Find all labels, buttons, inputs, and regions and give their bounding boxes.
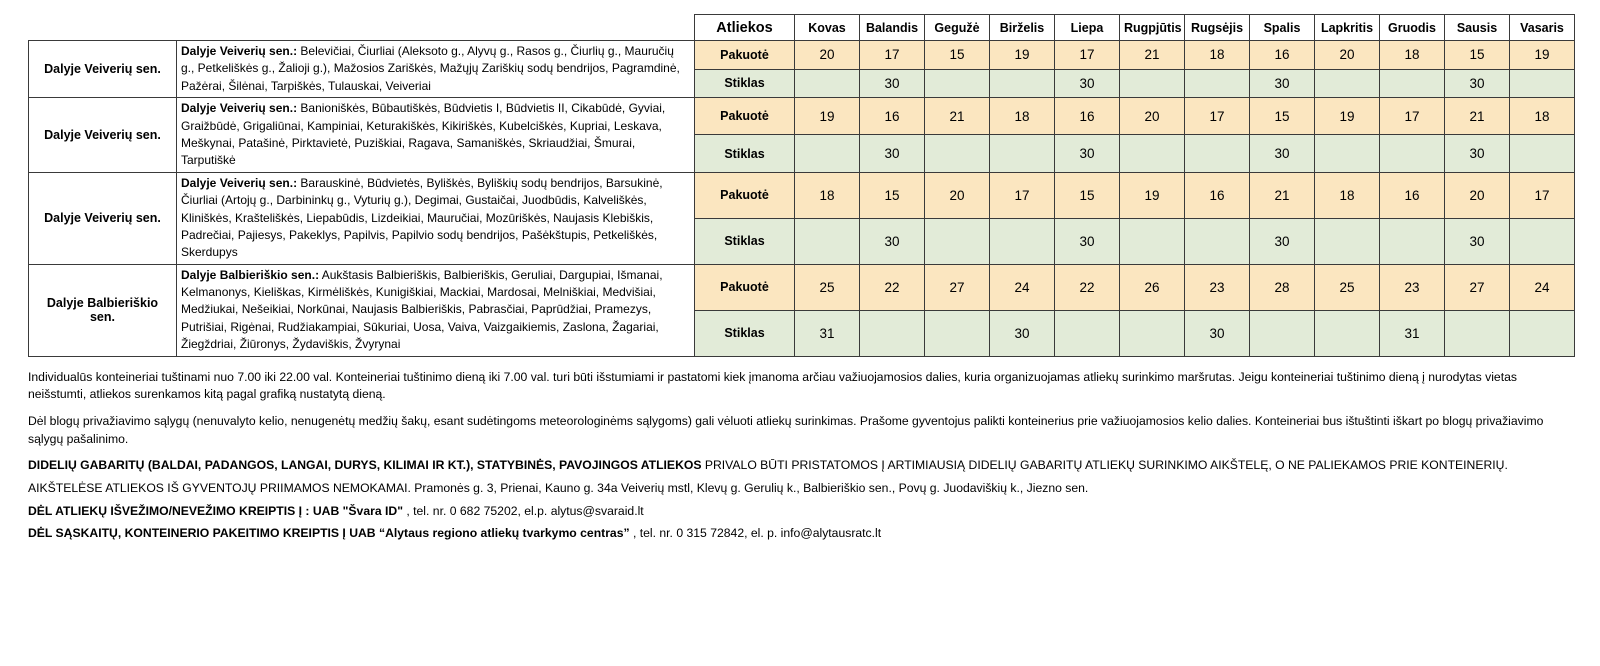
cell-value: 18	[795, 172, 860, 218]
header-month-liepa: Liepa	[1055, 15, 1120, 41]
note-contact-invoices-rest: , tel. nr. 0 315 72842, el. p. info@alytausratc.lt	[629, 526, 882, 541]
note-access-conditions: Dėl blogų privažiavimo sąlygų (nenuvalyto kelio, nenugenėtų medžių šakų, esant sudėtingoms meteorologinėms sąlygoms) gali vėluoti atliekų surinkimas. Prašome gyventojus palikti konteinerius prie važiuojamosios kelio dalies. Konteineriai bus ištuštinti iškart po blogų privažiavimo sąlygų pašalinimo.	[28, 414, 1544, 446]
cell-value	[1315, 135, 1380, 172]
cell-value	[925, 218, 990, 264]
cell-value	[925, 135, 990, 172]
cell-value: 22	[860, 264, 925, 310]
cell-value	[1185, 69, 1250, 98]
cell-value: 25	[1315, 264, 1380, 310]
cell-value: 17	[1055, 41, 1120, 70]
cell-value: 30	[860, 218, 925, 264]
cell-value	[1445, 310, 1510, 356]
cell-value	[795, 69, 860, 98]
cell-value	[1380, 218, 1445, 264]
table-row	[29, 172, 1575, 218]
locality-description	[177, 98, 695, 173]
cell-value: 17	[1510, 172, 1575, 218]
locality-description-prefix: Dalyje Veiverių sen.:	[181, 44, 298, 58]
cell-value: 27	[1445, 264, 1510, 310]
cell-value: 15	[1445, 41, 1510, 70]
cell-value: 16	[1380, 172, 1445, 218]
cell-value	[1120, 310, 1185, 356]
cell-value	[1120, 218, 1185, 264]
cell-value: 30	[1250, 135, 1315, 172]
cell-value	[1315, 310, 1380, 356]
note-bulky-waste-rest: PRIVALO BŪTI PRISTATOMOS Į ARTIMIAUSIĄ DIDELIŲ GABARITŲ ATLIEKŲ SURINKIMO AIKŠTELĘ, O NE PALIEKAMOS PRIE KONTEINERIŲ.	[701, 458, 1508, 473]
cell-value: 21	[1120, 41, 1185, 70]
cell-value	[1185, 135, 1250, 172]
cell-value	[860, 310, 925, 356]
cell-value: 20	[795, 41, 860, 70]
cell-value	[925, 310, 990, 356]
cell-value: 15	[1055, 172, 1120, 218]
table-row	[29, 41, 1575, 70]
cell-value: 21	[1250, 172, 1315, 218]
cell-value	[795, 135, 860, 172]
cell-value: 17	[1185, 98, 1250, 135]
cell-value	[1380, 69, 1445, 98]
cell-value	[1185, 218, 1250, 264]
locality-description-text: Aukštasis Balbieriškis, Balbieriškis, Geruliai, Dargupiai, Išmanai, Kelmanonys, Kieliškas, Kirmėliškės, Kunigiškiai, Mackiai, Mardosai, Melniškiai, Medvišiai, Medžiukai, Nešeikiai, Norkūnai, Naujasis Balbieriškis, Pabrasčiai, Paprūdžiai, Pramezys, Putrišiai, Rigėnai, Rudžiakampiai, Sūkuriai, Uosa, Vaiva, Vaizgaikiemis, Zaslona, Žagariai, Žiegždriai, Žiūronys, Žydaviškis, Žvyrynai	[181, 267, 663, 352]
header-month-sausis: Sausis	[1445, 15, 1510, 41]
cell-value: 27	[925, 264, 990, 310]
table-body	[29, 41, 1575, 357]
header-month-geguze: Gegužė	[925, 15, 990, 41]
cell-value	[1510, 69, 1575, 98]
cell-value: 21	[1445, 98, 1510, 135]
cell-value: 16	[860, 98, 925, 135]
cell-value: 30	[860, 135, 925, 172]
cell-value: 31	[795, 310, 860, 356]
cell-value: 19	[1315, 98, 1380, 135]
locality-description-text: Banioniškės, Būbautiškės, Būdvietis I, Būdvietis II, Cikabūdė, Gyviai, Graižbūdė, Grigaliūnai, Kampiniai, Keturakiškės, Kikiriškės, Kubelciškės, Kupriai, Leskava, Meškynai, Patašinė, Pirktavietė, Puziškiai, Ragava, Samaniškės, Skriaudžiai, Šmurai, Tarputiškė	[181, 101, 666, 168]
cell-value: 17	[1380, 98, 1445, 135]
seniunija-name: Dalyje Veiverių sen.	[29, 98, 177, 173]
cell-value: 30	[1055, 135, 1120, 172]
waste-type: Pakuotė	[695, 98, 795, 135]
table-header-row	[29, 15, 1575, 41]
cell-value: 15	[860, 172, 925, 218]
cell-value: 25	[795, 264, 860, 310]
cell-value	[990, 218, 1055, 264]
note-contact-removal-bold: DĖL ATLIEKŲ IŠVEŽIMO/NEVEŽIMO KREIPTIS Į : UAB "Švara ID"	[28, 503, 403, 518]
header-month-lapkritis: Lapkritis	[1315, 15, 1380, 41]
table-row	[29, 98, 1575, 135]
cell-value: 17	[990, 172, 1055, 218]
header-spacer-description	[177, 15, 695, 41]
cell-value: 19	[1510, 41, 1575, 70]
cell-value: 30	[990, 310, 1055, 356]
cell-value: 15	[1250, 98, 1315, 135]
locality-description-prefix: Dalyje Veiverių sen.:	[181, 101, 298, 116]
seniunija-name: Dalyje Veiverių sen.	[29, 172, 177, 264]
note-bulky-waste	[28, 457, 1572, 475]
cell-value: 18	[1185, 41, 1250, 70]
cell-value: 30	[1250, 218, 1315, 264]
header-month-rugpjutis: Rugpjūtis	[1120, 15, 1185, 41]
header-atliekos: Atliekos	[695, 15, 795, 41]
cell-value	[1055, 310, 1120, 356]
locality-description	[177, 41, 695, 98]
cell-value: 30	[1445, 218, 1510, 264]
locality-description-text: Belevičiai, Čiurliai (Aleksoto g., Alyvų g., Rasos g., Čiurlių g., Mauručių g., Petkeliškės g., Žalioji g.), Mažosios Zariškės, Mažųjų Zariškių sodų bendrijos, Pagramdinė, Pažėrai, Šilėnai, Tarpiškės, Tulauskai, Veiveriai	[181, 44, 680, 93]
header-month-spalis: Spalis	[1250, 15, 1315, 41]
waste-type: Pakuotė	[695, 172, 795, 218]
cell-value: 16	[1185, 172, 1250, 218]
cell-value	[990, 69, 1055, 98]
cell-value: 20	[1120, 98, 1185, 135]
cell-value	[1315, 69, 1380, 98]
header-spacer-seniunija	[29, 15, 177, 41]
waste-collection-schedule-table	[28, 14, 1575, 357]
cell-value: 16	[1055, 98, 1120, 135]
waste-type: Stiklas	[695, 135, 795, 172]
cell-value	[1510, 218, 1575, 264]
header-month-gruodis: Gruodis	[1380, 15, 1445, 41]
note-emptying-hours: Individualūs konteineriai tuštinami nuo 7.00 iki 22.00 val. Konteineriai tuštinimo dieną iki 7.00 val. turi būti išstumiami ir pastatomi kiek įmanoma arčiau važiuojamosios dalies, kuria organizuojamas atliekų surinkimo maršrutas. Jeigu konteineriai tuštinimo dieną į nurodytas vietas neišstumti, atliekos surenkamos kitą pagal grafiką nustatytą dieną.	[28, 369, 1517, 402]
cell-value: 17	[860, 41, 925, 70]
locality-description-prefix: Dalyje Balbieriškio sen.:	[181, 267, 320, 282]
seniunija-name: Dalyje Veiverių sen.	[29, 41, 177, 98]
cell-value: 20	[1315, 41, 1380, 70]
note-contact-removal-rest: , tel. nr. 0 682 75202, el.p. alytus@svaraid.lt	[402, 503, 644, 518]
cell-value: 15	[925, 41, 990, 70]
cell-value: 19	[990, 41, 1055, 70]
waste-type: Stiklas	[695, 310, 795, 356]
header-month-balandis: Balandis	[860, 15, 925, 41]
cell-value: 18	[1510, 98, 1575, 135]
note-bulky-waste-bold: DIDELIŲ GABARITŲ (BALDAI, PADANGOS, LANGAI, DURYS, KILIMAI IR KT.), STATYBINĖS, PAVOJINGOS ATLIEKOS	[28, 458, 702, 473]
locality-description	[177, 172, 695, 264]
cell-value: 30	[1445, 135, 1510, 172]
waste-type: Pakuotė	[695, 41, 795, 70]
cell-value	[1315, 218, 1380, 264]
cell-value: 30	[860, 69, 925, 98]
locality-description-prefix: Dalyje Veiverių sen.:	[181, 175, 298, 190]
cell-value	[1120, 135, 1185, 172]
notes-section	[28, 369, 1572, 544]
cell-value: 30	[1445, 69, 1510, 98]
cell-value: 26	[1120, 264, 1185, 310]
cell-value	[990, 135, 1055, 172]
cell-value: 18	[990, 98, 1055, 135]
cell-value: 18	[1315, 172, 1380, 218]
header-month-vasaris: Vasaris	[1510, 15, 1575, 41]
note-contact-invoices-bold: DĖL SĄSKAITŲ, KONTEINERIO PAKEITIMO KREIPTIS Į UAB “Alytaus regiono atliekų tvarkymo centras”	[28, 526, 630, 541]
cell-value: 21	[925, 98, 990, 135]
header-month-kovas: Kovas	[795, 15, 860, 41]
cell-value: 24	[990, 264, 1055, 310]
locality-description-text: Barauskinė, Būdvietės, Byliškės, Byliškių sodų bendrijos, Barsukinė, Čiurliai (Artojų g., Darbininkų g., Vyturių g.), Degimai, Gustaičai, Juodbūdis, Kalveliškės, Kliniškės, Krašteliškės, Liepabūdis, Lizdeikiai, Mauručiai, Mozūriškės, Naujasis Klebiškis, Padrečiai, Pajiesys, Pakeklys, Papilvis, Papilvio sodų bendrijos, Pašėkštupis, Petkeliškės, Skerdupys	[181, 175, 663, 260]
cell-value: 30	[1250, 69, 1315, 98]
cell-value	[1380, 135, 1445, 172]
cell-value: 30	[1055, 69, 1120, 98]
header-month-birzelis: Birželis	[990, 15, 1055, 41]
cell-value: 18	[1380, 41, 1445, 70]
cell-value	[1120, 69, 1185, 98]
cell-value: 20	[925, 172, 990, 218]
cell-value: 23	[1380, 264, 1445, 310]
waste-type: Stiklas	[695, 218, 795, 264]
table-row	[29, 264, 1575, 310]
cell-value	[795, 218, 860, 264]
locality-description	[177, 264, 695, 356]
note-contact-invoices	[28, 525, 1572, 543]
cell-value: 19	[795, 98, 860, 135]
seniunija-name: Dalyje Balbieriškio sen.	[29, 264, 177, 356]
cell-value: 30	[1185, 310, 1250, 356]
waste-type: Stiklas	[695, 69, 795, 98]
cell-value: 30	[1055, 218, 1120, 264]
cell-value	[1510, 135, 1575, 172]
cell-value: 24	[1510, 264, 1575, 310]
cell-value: 19	[1120, 172, 1185, 218]
waste-type: Pakuotė	[695, 264, 795, 310]
note-contact-removal	[28, 503, 1572, 521]
note-sites-free: AIKŠTELĖSE ATLIEKOS IŠ GYVENTOJŲ PRIIMAMOS NEMOKAMAI. Pramonės g. 3, Prienai, Kauno g. 34a Veiverių mstl, Klevų g. Gerulių k., Balbieriškio sen., Povų g. Juodaviškių k., Jiezno sen.	[28, 481, 1089, 496]
cell-value: 22	[1055, 264, 1120, 310]
cell-value: 31	[1380, 310, 1445, 356]
cell-value: 28	[1250, 264, 1315, 310]
cell-value: 23	[1185, 264, 1250, 310]
cell-value	[1250, 310, 1315, 356]
header-month-rugsejis: Rugsėjis	[1185, 15, 1250, 41]
cell-value: 20	[1445, 172, 1510, 218]
cell-value	[1510, 310, 1575, 356]
cell-value: 16	[1250, 41, 1315, 70]
cell-value	[925, 69, 990, 98]
